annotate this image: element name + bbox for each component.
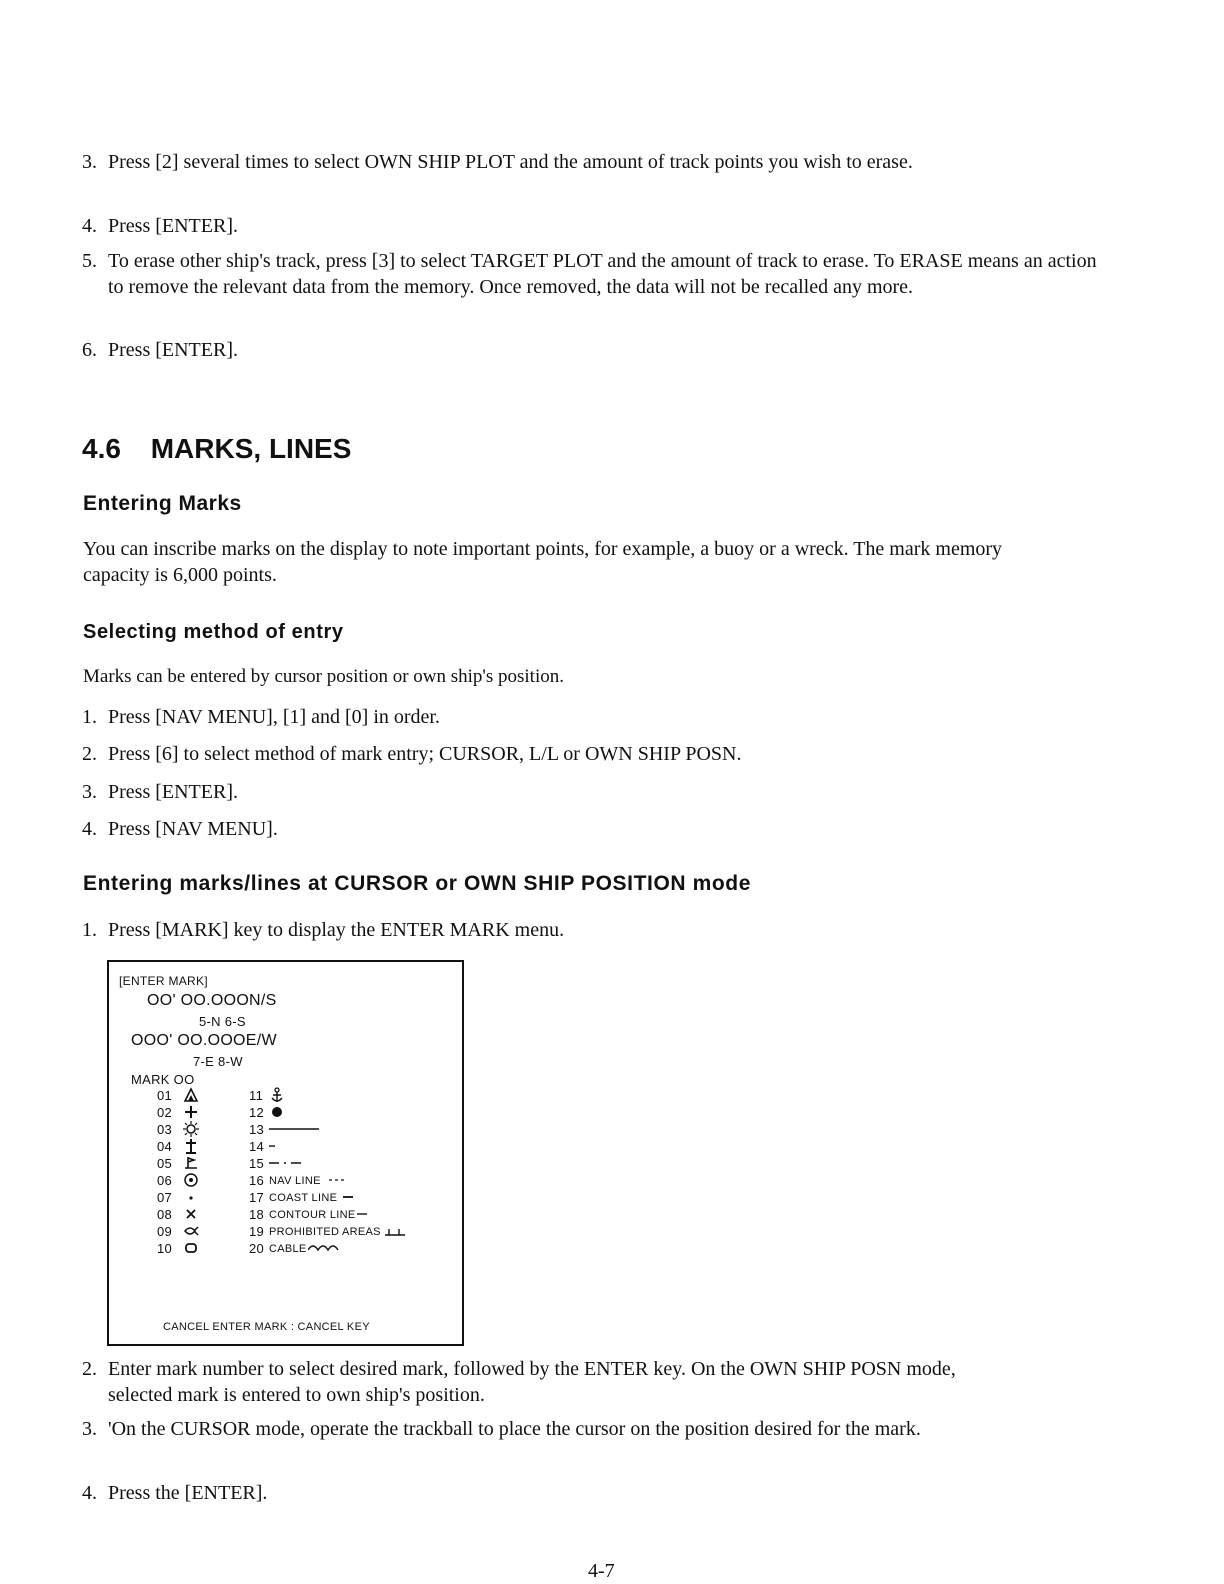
section-number: 4.6 — [82, 433, 121, 464]
step-text: Press [6] to select method of mark entry; CURSOR, L/L or OWN SHIP POSN. — [108, 743, 742, 765]
step-number: 4. — [82, 215, 97, 237]
menu-mark-label: MARK OO — [131, 1072, 195, 1087]
mark-number: 13 — [249, 1122, 265, 1137]
step-number: 1. — [82, 706, 97, 728]
prohibited-area-icon — [385, 1223, 435, 1239]
mark-number: 15 — [249, 1156, 265, 1171]
mark-number: 17 — [249, 1190, 265, 1205]
step-text: Press [2] several times to select OWN SHIP PLOT and the amount of track points you wish to erase. — [108, 151, 913, 173]
lines-step-3 — [82, 1416, 1092, 1442]
mark-number: 04 — [157, 1139, 173, 1154]
mark-number: 07 — [157, 1190, 173, 1205]
step-number: 3. — [82, 1418, 97, 1440]
dotted-line-icon — [269, 1138, 319, 1154]
cable-line-icon — [308, 1240, 358, 1256]
mark-number: 16 — [249, 1173, 265, 1188]
lines-step-4 — [82, 1480, 1092, 1506]
nav-line-icon — [329, 1172, 379, 1188]
step-text: 'On the CURSOR mode, operate the trackball to place the cursor on the position desired for the mark. — [108, 1418, 921, 1440]
mark-number: 14 — [249, 1139, 265, 1154]
page-number: 4-7 — [588, 1560, 615, 1582]
step-text: To erase other ship's track, press [3] to select TARGET PLOT and the amount of track to erase. To ERASE means an action to remove the relevant data from the memory. Once removed, the data will not be recalled any more. — [108, 250, 1097, 298]
step-number: 3. — [82, 781, 97, 803]
menu-longitude-keys: 7-E 8-W — [193, 1054, 243, 1069]
dash-dot-line-icon — [269, 1155, 319, 1171]
fish-mark-icon — [183, 1223, 199, 1239]
step-number: 2. — [82, 743, 97, 765]
lines-step-2 — [82, 1356, 1092, 1408]
entering-marks-heading: Entering Marks — [83, 492, 242, 515]
step-6-press-enter — [82, 337, 1092, 363]
step-5-erase-target — [82, 248, 1097, 300]
entering-lines-heading: Entering marks/lines at CURSOR or OWN SHIP POSITION mode — [83, 872, 751, 895]
step-number: 3. — [82, 151, 97, 173]
square-mark-icon — [183, 1240, 199, 1256]
mark-number: 18 — [249, 1207, 265, 1222]
step-text: Press [NAV MENU], [1] and [0] in order. — [108, 706, 440, 728]
step-number: 1. — [82, 919, 97, 941]
step-text: Press [ENTER]. — [108, 339, 238, 361]
section-heading — [82, 432, 351, 466]
step-4-press-enter — [82, 213, 1092, 239]
menu-longitude-value: OOO' OO.OOOE/W — [131, 1032, 277, 1049]
step-text: Press the [ENTER]. — [108, 1482, 268, 1504]
step-number: 5. — [82, 250, 97, 272]
step-number: 4. — [82, 1482, 97, 1504]
method-step-1 — [82, 704, 1092, 730]
section-title: MARKS, LINES — [150, 433, 352, 464]
step-number: 6. — [82, 339, 97, 361]
cross-post-mark-icon — [183, 1138, 199, 1154]
mark-number: 05 — [157, 1156, 173, 1171]
step-text: Press [ENTER]. — [108, 215, 238, 237]
method-step-4 — [82, 816, 1092, 842]
step-text: Press [NAV MENU]. — [108, 818, 278, 840]
mark-label: NAV LINE — [269, 1175, 321, 1187]
triangle-mark-icon — [183, 1087, 199, 1103]
flag-mark-icon — [183, 1155, 199, 1171]
entering-marks-intro: You can inscribe marks on the display to note important points, for example, a buoy or a wreck. The mark memory capacity is 6,000 points. — [83, 538, 1003, 586]
mark-number: 10 — [157, 1241, 173, 1256]
method-step-3 — [82, 779, 1092, 805]
selecting-method-heading: Selecting method of entry — [83, 621, 344, 643]
x-mark-icon — [183, 1206, 199, 1222]
filled-circle-mark-icon — [269, 1104, 285, 1120]
mark-label: COAST LINE — [269, 1192, 338, 1204]
mark-number: 08 — [157, 1207, 173, 1222]
mark-label: CONTOUR LINE — [269, 1209, 356, 1221]
menu-latitude-value: OO' OO.OOON/S — [147, 992, 277, 1009]
mark-number: 01 — [157, 1088, 173, 1103]
step-text: Press [ENTER]. — [108, 781, 238, 803]
lines-step-1 — [82, 917, 1092, 943]
sun-mark-icon — [183, 1121, 199, 1137]
mark-number: 19 — [249, 1224, 265, 1239]
mark-label: CABLE — [269, 1243, 307, 1255]
menu-latitude-keys: 5-N 6-S — [199, 1014, 246, 1029]
step-3-erase-own-ship — [82, 149, 1092, 175]
circle-dot-mark-icon — [183, 1172, 199, 1188]
step-number: 2. — [82, 1358, 97, 1380]
mark-number: 09 — [157, 1224, 173, 1239]
method-step-2 — [82, 741, 1092, 767]
menu-footer: CANCEL ENTER MARK : CANCEL KEY — [163, 1321, 370, 1333]
mark-number: 11 — [249, 1088, 264, 1103]
mark-number: 12 — [249, 1105, 265, 1120]
mark-number: 20 — [249, 1241, 265, 1256]
enter-mark-menu — [107, 960, 464, 1346]
step-text: Enter mark number to select desired mark, followed by the ENTER key. On the OWN SHIP POSN mode, selected mark is entered to own ship's position. — [108, 1358, 956, 1406]
coast-line-icon — [343, 1189, 393, 1205]
step-text: Press [MARK] key to display the ENTER MARK menu. — [108, 919, 565, 941]
selecting-method-intro: Marks can be entered by cursor position or own ship's position. — [83, 666, 564, 687]
mark-number: 06 — [157, 1173, 173, 1188]
step-number: 4. — [82, 818, 97, 840]
mark-label: PROHIBITED AREAS — [269, 1226, 381, 1238]
mark-number: 03 — [157, 1122, 173, 1137]
menu-title: [ENTER MARK] — [119, 974, 208, 988]
contour-line-icon — [357, 1206, 407, 1222]
plus-mark-icon — [183, 1104, 199, 1120]
solid-line-icon — [269, 1121, 319, 1137]
anchor-mark-icon — [269, 1087, 285, 1103]
mark-number: 02 — [157, 1105, 173, 1120]
dot-mark-icon — [183, 1189, 199, 1205]
